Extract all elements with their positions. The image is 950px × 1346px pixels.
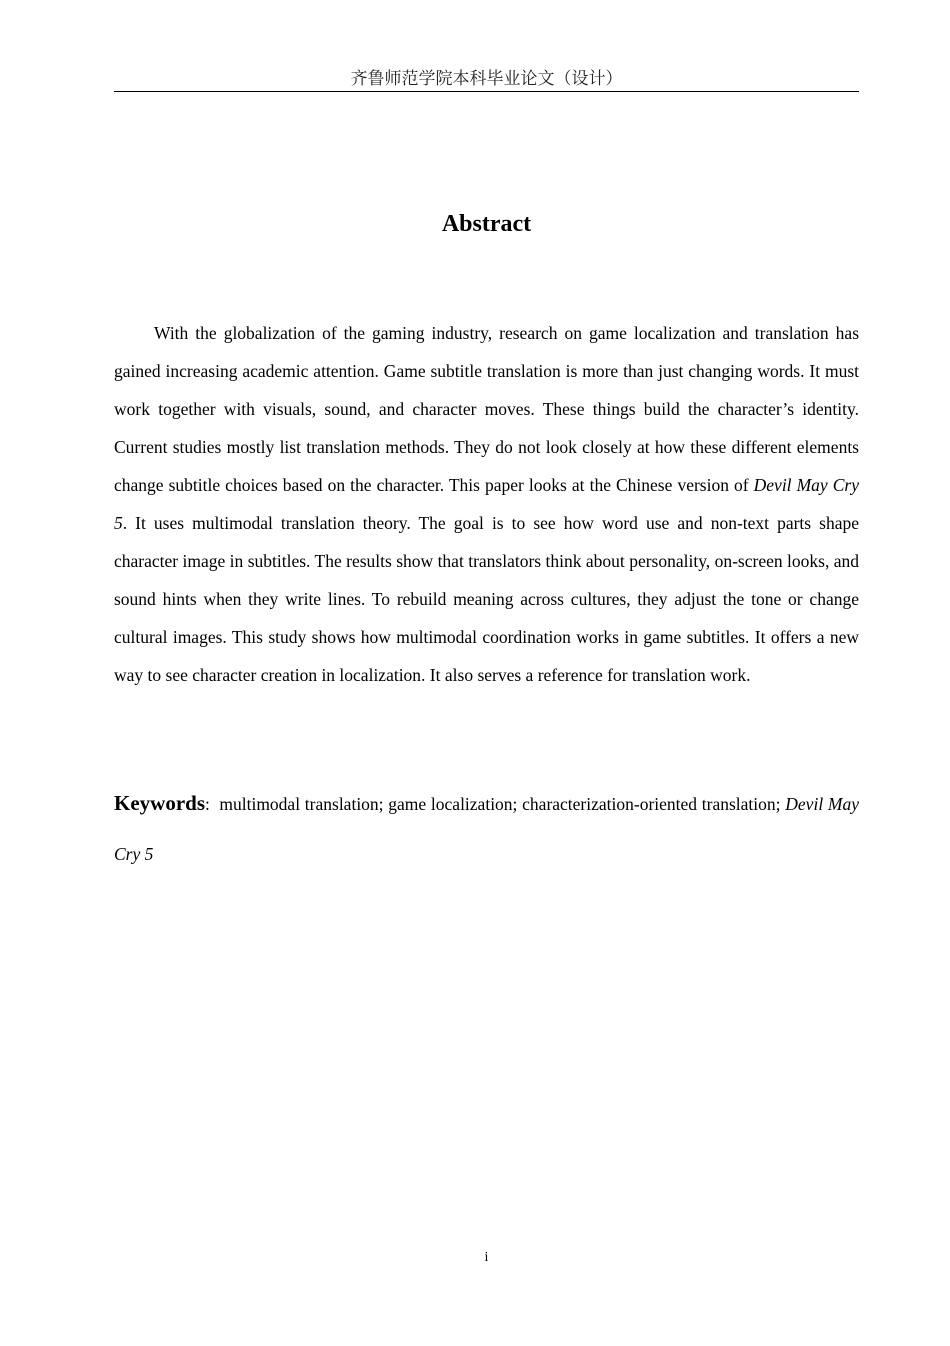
keywords-line bbox=[114, 778, 859, 879]
keywords-items: multimodal translation; game localization; characterization-oriented translation; bbox=[219, 794, 781, 814]
abstract-game-title: Devil May Cry 5 bbox=[114, 475, 859, 533]
abstract-body bbox=[114, 314, 859, 694]
running-header bbox=[114, 66, 859, 92]
running-header-text: 齐鲁师范学院本科毕业论文（设计） bbox=[350, 69, 623, 88]
abstract-text-part2: . It uses multimodal translation theory. The goal is to see how word use and non-text parts shape character image in subtitles. The results show that translators think about personality, on-screen looks, and sound hints when they write lines. To rebuild meaning across cultures, they adjust the tone or change cultural images. This study shows how multimodal coordination works in game subtitles. It offers a new way to see character creation in localization. It also serves a reference for translation work. bbox=[114, 513, 859, 685]
keywords-separator: : bbox=[205, 794, 210, 814]
page-title: Abstract bbox=[441, 211, 532, 237]
keywords-label: Keywords bbox=[114, 791, 205, 815]
abstract-text-part1: With the globalization of the gaming industry, research on game localization and translation has gained increasing academic attention. Game subtitle translation is more than just changing words. It must work together with visuals, sound, and character moves. These things build the character’s identity. Current studies mostly list translation methods. They do not look closely at how these different elements change subtitle choices based on the character. This paper looks at the Chinese version of bbox=[114, 323, 859, 495]
keywords-last-item: Devil May Cry 5 bbox=[114, 794, 860, 864]
page-number: i bbox=[484, 1250, 489, 1265]
